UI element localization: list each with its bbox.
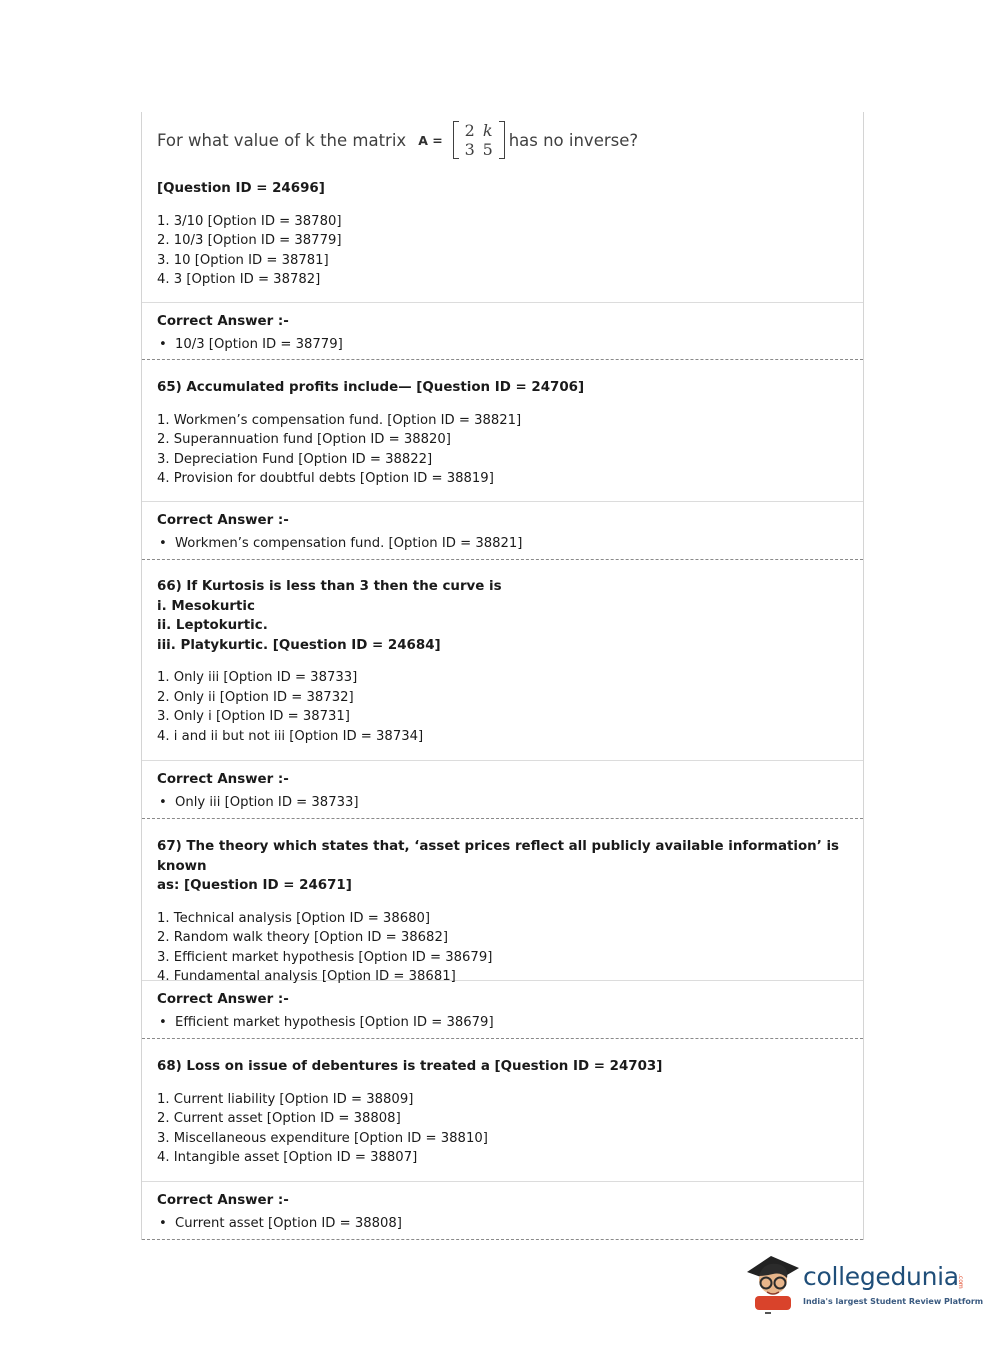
option-item: 2. 10/3 [Option ID = 38779] [157, 233, 342, 248]
option-item: 3. Efficient market hypothesis [Option ID = 38679] [157, 949, 493, 965]
right-bracket [499, 121, 505, 159]
matrix-cell: 2 [464, 121, 475, 140]
option-item: 2. Current asset [Option ID = 38808] [157, 1111, 401, 1126]
question-block-65 [142, 360, 863, 501]
option-item: 4. Fundamental analysis [Option ID = 38681] [157, 969, 456, 984]
mascot-icon [747, 1256, 799, 1314]
question-line: 68) Loss on issue of debentures is treated a [Question ID = 24703] [157, 1059, 663, 1074]
correct-answer [157, 1013, 848, 1032]
matrix-label: A = [418, 132, 443, 148]
option-item: 1. 3/10 [Option ID = 38780] [157, 213, 342, 229]
bullet-icon: • [159, 1216, 167, 1231]
matrix-cell: 3 [464, 140, 475, 159]
question-paper [141, 112, 864, 1240]
options-list [157, 1090, 848, 1168]
option-item: 1. Current liability [Option ID = 38809] [157, 1091, 414, 1107]
bullet-icon: • [159, 795, 167, 810]
option-item: 4. 3 [Option ID = 38782] [157, 272, 321, 287]
question-line: as: [Question ID = 24671] [157, 878, 352, 893]
option-item: 2. Only ii [Option ID = 38732] [157, 689, 354, 705]
matrix-cell: k [482, 121, 493, 140]
option-item: 4. i and ii but not iii [Option ID = 38734] [157, 728, 424, 744]
brand-domain: .com [957, 1274, 964, 1289]
answer-block-67 [142, 980, 863, 1039]
correct-answer-label: Correct Answer :- [157, 772, 289, 787]
question-id: [Question ID = 24696] [157, 181, 325, 196]
question-line: ii. Leptokurtic. [157, 618, 268, 633]
option-item: 1. Only iii [Option ID = 38733] [157, 670, 358, 685]
matrix-grid [459, 121, 499, 159]
correct-answer-label: Correct Answer :- [157, 1193, 289, 1208]
option-item: 1. Technical analysis [Option ID = 38680] [157, 910, 431, 926]
option-item: 3. 10 [Option ID = 38781] [157, 252, 329, 268]
correct-answer-label: Correct Answer :- [157, 992, 289, 1007]
question-line: 67) The theory which states that, ‘asset prices reflect all publicly available information’ is known [157, 839, 840, 874]
correct-answer-text: Only iii [Option ID = 38733] [175, 795, 359, 810]
question-block-66 [142, 560, 863, 760]
correct-answer-text: 10/3 [Option ID = 38779] [175, 337, 343, 352]
correct-answer [157, 534, 848, 553]
brand-tagline: India's largest Student Review Platform [803, 1297, 984, 1306]
correct-answer-label: Correct Answer :- [157, 513, 289, 528]
answer-block-66 [142, 760, 863, 819]
option-item: 3. Miscellaneous expenditure [Option ID = 38810] [157, 1130, 488, 1146]
option-item: 2. Random walk theory [Option ID = 38682] [157, 930, 448, 945]
brand-name: collegedunia [803, 1262, 959, 1291]
correct-answer [157, 1214, 848, 1233]
question-block-24696 [142, 112, 863, 302]
options-list [157, 212, 848, 290]
option-item: 3. Only i [Option ID = 38731] [157, 709, 350, 724]
answer-block-24696 [142, 302, 863, 360]
matrix-cell: 5 [482, 140, 493, 159]
options-list [157, 909, 848, 987]
question-suffix: has no inverse? [508, 130, 639, 150]
correct-answer-text: Current asset [Option ID = 38808] [175, 1216, 402, 1231]
question-block-67 [142, 819, 863, 984]
question-block-68 [142, 1039, 863, 1181]
matrix [453, 121, 505, 159]
answer-block-65 [142, 501, 863, 560]
bullet-icon: • [159, 337, 167, 352]
matrix-question-text [157, 112, 848, 165]
question-line: i. Mesokurtic [157, 598, 255, 614]
options-list [157, 411, 848, 489]
option-item: 4. Intangible asset [Option ID = 38807] [157, 1150, 418, 1165]
question-prefix: For what value of k the matrix [157, 130, 407, 150]
option-item: 3. Depreciation Fund [Option ID = 38822] [157, 451, 433, 467]
option-item: 1. Workmen’s compensation fund. [Option ID = 38821] [157, 412, 522, 428]
option-item: 4. Provision for doubtful debts [Option ID = 38819] [157, 471, 494, 486]
correct-answer-text: Efficient market hypothesis [Option ID = 38679] [175, 1015, 494, 1030]
question-line: 65) Accumulated profits include— [Question ID = 24706] [157, 380, 585, 395]
correct-answer [157, 335, 848, 354]
correct-answer [157, 793, 848, 812]
question-line: 66) If Kurtosis is less than 3 then the curve is [157, 579, 502, 594]
answer-block-68 [142, 1181, 863, 1240]
option-item: 2. Superannuation fund [Option ID = 38820] [157, 432, 451, 447]
bullet-icon: • [159, 1015, 167, 1030]
correct-answer-text: Workmen’s compensation fund. [Option ID = 38821] [175, 536, 523, 551]
bullet-icon: • [159, 536, 167, 551]
question-line: iii. Platykurtic. [Question ID = 24684] [157, 637, 441, 653]
options-list [157, 668, 848, 746]
correct-answer-label: Correct Answer :- [157, 314, 289, 329]
